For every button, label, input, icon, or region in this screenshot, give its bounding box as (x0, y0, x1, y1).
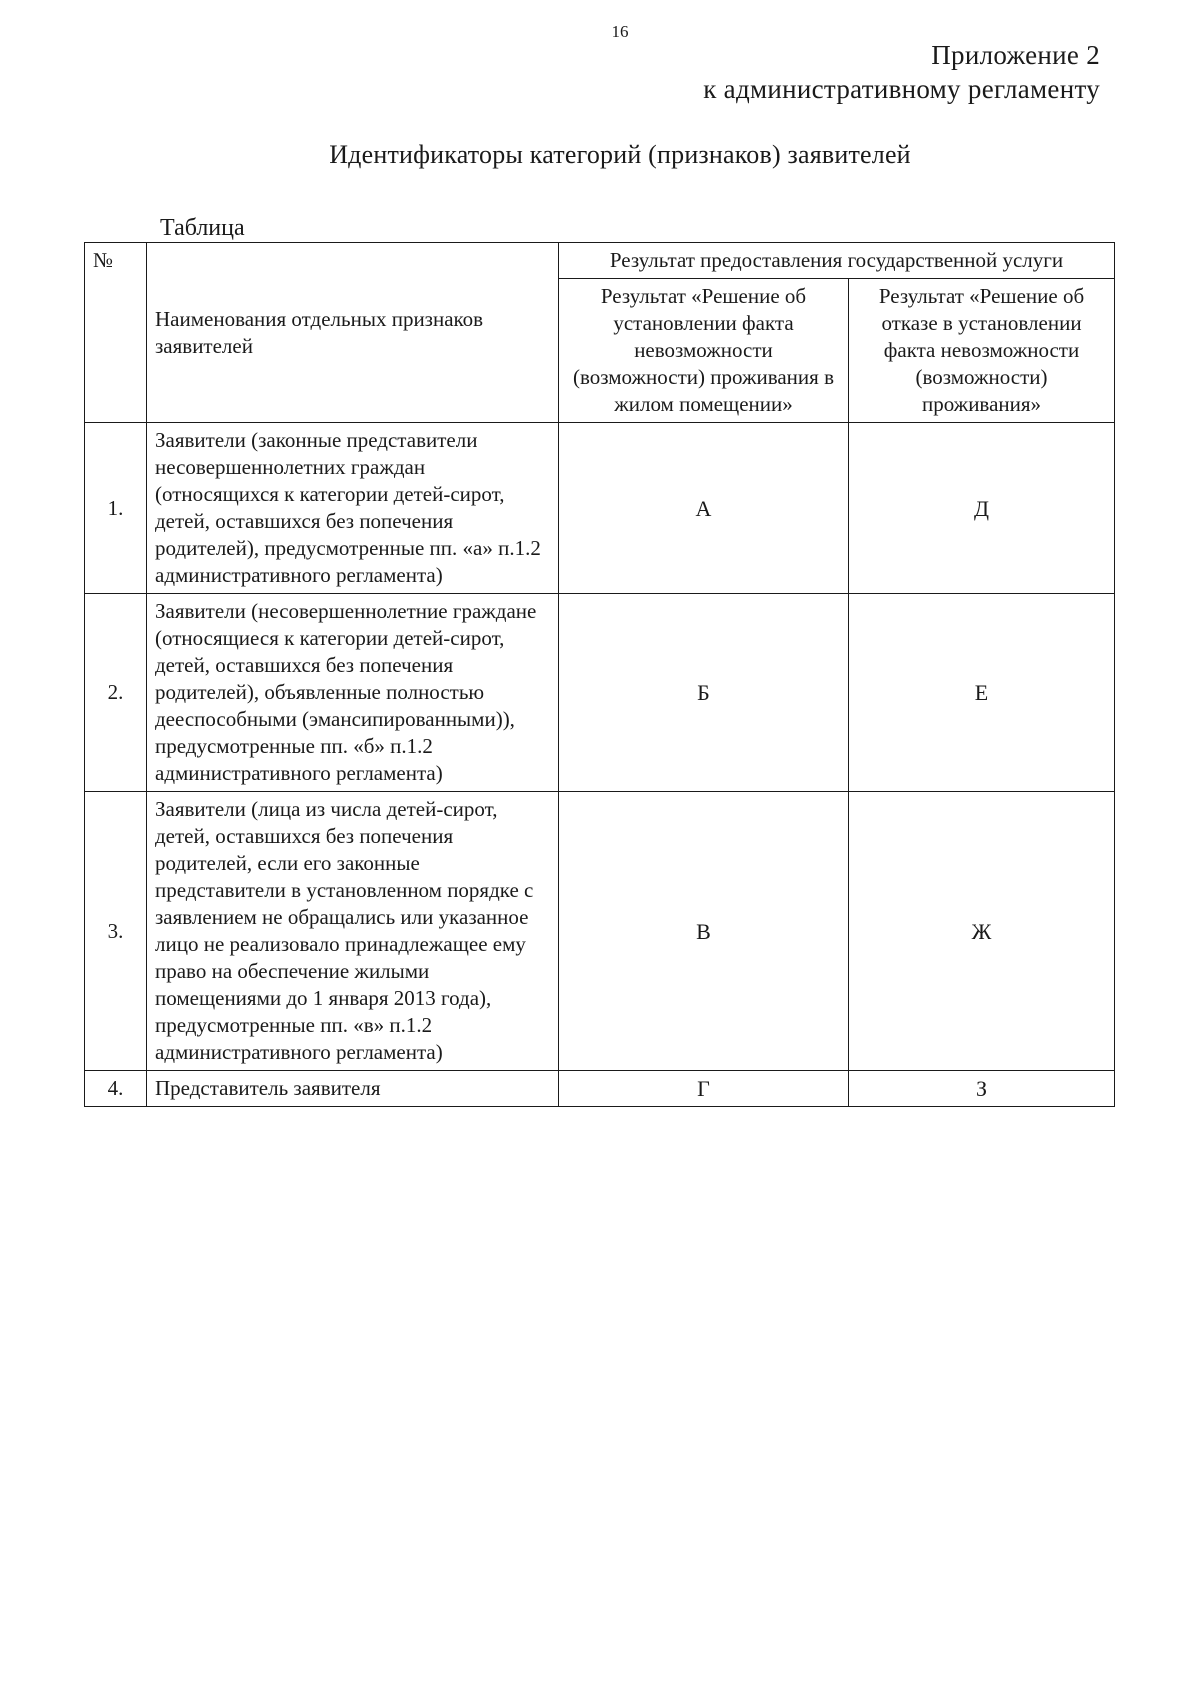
header-result-positive: Результат «Решение об установлении факта невозможности (возможности) проживания в жилом помещении» (559, 279, 849, 423)
header-result-group: Результат предоставления государственной услуги (559, 243, 1115, 279)
applicant-identifiers-table (84, 242, 1115, 1107)
row-code-positive: Г (559, 1071, 849, 1107)
row-code-negative: Д (849, 423, 1115, 594)
row-name: Заявители (законные представители несовершеннолетних граждан (относящихся к категории детей-сирот, детей, оставшихся без попечения родителей), предусмотренные пп. «а» п.1.2 административного регламента) (147, 423, 559, 594)
appendix-header (703, 38, 1100, 106)
row-code-negative: З (849, 1071, 1115, 1107)
table-body (85, 423, 1115, 1107)
table-caption: Таблица (160, 215, 245, 241)
header-number: № (85, 243, 147, 423)
page-number: 16 (611, 22, 629, 41)
table-row (85, 1071, 1115, 1107)
row-name: Заявители (лица из числа детей-сирот, детей, оставшихся без попечения родителей, если его законные представители в установленном порядке с заявлением не обращались или указанное лицо не реализовало принадлежащее ему право на обеспечение жилыми помещениями до 1 января 2013 года), предусмотренные пп. «в» п.1.2 административного регламента) (147, 792, 559, 1071)
row-name: Представитель заявителя (147, 1071, 559, 1107)
document-title: Идентификаторы категорий (признаков) заявителей (329, 140, 911, 169)
row-code-negative: Ж (849, 792, 1115, 1071)
row-code-negative: Е (849, 594, 1115, 792)
table-row (85, 594, 1115, 792)
table-row (85, 423, 1115, 594)
row-number: 4. (85, 1071, 147, 1107)
row-code-positive: Б (559, 594, 849, 792)
row-code-positive: А (559, 423, 849, 594)
row-code-positive: В (559, 792, 849, 1071)
header-row-1 (85, 243, 1115, 279)
row-number: 2. (85, 594, 147, 792)
header-name: Наименования отдельных признаков заявителей (147, 243, 559, 423)
row-number: 3. (85, 792, 147, 1071)
row-number: 1. (85, 423, 147, 594)
row-name: Заявители (несовершеннолетние граждане (относящиеся к категории детей-сирот, детей, оставшихся без попечения родителей), объявленные полностью дееспособными (эмансипированными)), предусмотренные пп. «б» п.1.2 административного регламента) (147, 594, 559, 792)
table-row (85, 792, 1115, 1071)
appendix-line-2: к административному регламенту (703, 74, 1100, 104)
appendix-line-1: Приложение 2 (931, 40, 1100, 70)
table-header (85, 243, 1115, 423)
header-result-negative: Результат «Решение об отказе в установлении факта невозможности (возможности) проживания» (849, 279, 1115, 423)
